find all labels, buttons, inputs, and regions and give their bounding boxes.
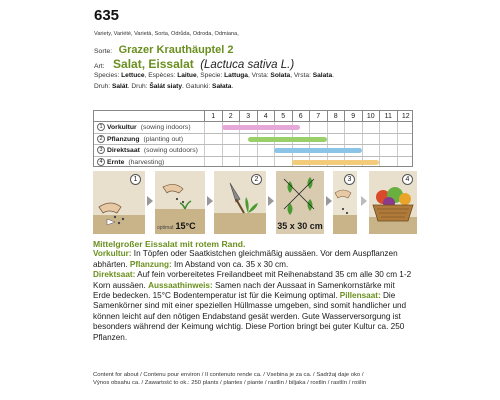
sowing-calendar xyxy=(93,110,413,167)
step-number: 3 xyxy=(97,146,105,154)
calendar-period-bar xyxy=(222,125,301,130)
growing-instructions xyxy=(93,239,413,343)
species-label-de: Art: xyxy=(94,63,105,70)
species-latin-name: (Lactuca sativa L.) xyxy=(200,59,295,71)
calendar-month-5: 5 xyxy=(274,111,292,122)
calendar-month-9: 9 xyxy=(344,111,362,122)
step-number: 2 xyxy=(97,135,105,143)
arrow-right-icon xyxy=(268,196,274,206)
calendar-row-label: 1 Vorkultur (sowing indoors) xyxy=(97,122,191,134)
calendar-period-bar xyxy=(248,137,327,142)
calendar-month-4: 4 xyxy=(257,111,275,122)
calendar-period-bar xyxy=(274,148,362,153)
arrow-right-icon xyxy=(147,196,153,206)
calendar-row-ernte xyxy=(94,157,412,169)
calendar-row-label: 3 Direktsaat (sowing outdoors) xyxy=(97,145,198,157)
step-number: 4 xyxy=(97,158,105,166)
calendar-month-6: 6 xyxy=(292,111,310,122)
step-badge-3: 3 xyxy=(344,174,355,185)
species-name: Salat, Eissalat xyxy=(113,57,194,71)
description-title: Mittelgroßer Eissalat mit rotem Rand. xyxy=(93,239,246,249)
arrow-right-icon xyxy=(326,196,332,206)
picto-sowing-indoors xyxy=(93,171,145,234)
calendar-month-10: 10 xyxy=(362,111,380,122)
species-line xyxy=(94,55,294,73)
content-note-line-2: Výnos obsahu ca. / Zawartość to ok.: 250 plants / plantes / piante / rastlin / biljaka / rostlin / rastlín / roślin xyxy=(93,380,367,386)
description-body: Vorkultur: In Töpfen oder Saatkistchen gleichmäßig aussäen. Vor dem Auspflanzen abhärten. Pflanzung: Im Abstand von ca. 35 x 30 cm. Direktsaat: Auf fein vorbereitetes Freilandbeet mit Reihenabstand 35 cm alle 30 cm 1-2 Korn aussäen. Aussaathinweis: Samen nach der Aussaat in Samenkornstärke mit Erde bedecken. 15°C Bodentemperatur ist für die Keimung optimal. Pillensaat: Die Samenkörner sind mit einer speziellen Hüllmasse umgeben, sind somit handlicher und können leicht auf den nötigen Endabstand gesät werden. Gute Wasserversorgung ist besonders während der Keimung wichtig. Diese Portion bringt bei guter Kultur ca. 250 Pflanzen. xyxy=(93,249,412,342)
species-translations: Species: Lettuce, Espèces: Laitue, Specie: Lattuga, Vrsta: Solata, Vrsta: Salata. xyxy=(94,72,334,79)
arrow-right-icon xyxy=(361,196,367,206)
calendar-month-3: 3 xyxy=(239,111,257,122)
calendar-period-bar xyxy=(292,160,380,165)
calendar-month-2: 2 xyxy=(222,111,240,122)
calendar-row-pflanzung xyxy=(94,134,412,146)
plant-spacing-value: 35 x 30 cm xyxy=(277,221,323,231)
variety-label: Variety, Variété, Varietà, Sorta, Odrůda, Odroda, Odmiana, xyxy=(94,31,239,37)
content-note-line-1: Content for about / Contenu pour environ / Il contenuto rende ca. / Vsebina je za ca. / Sadržaj daje oko / xyxy=(93,372,364,378)
calendar-month-header xyxy=(94,111,412,122)
optimal-temperature: optimal:15°C xyxy=(157,221,196,231)
picto-harvesting xyxy=(369,171,417,234)
calendar-month-1: 1 xyxy=(204,111,222,122)
product-code: 635 xyxy=(94,7,120,24)
calendar-month-7: 7 xyxy=(309,111,327,122)
picto-plant-spacing xyxy=(276,171,324,234)
calendar-month-11: 11 xyxy=(379,111,397,122)
calendar-row-direktsaat xyxy=(94,145,412,157)
calendar-month-12: 12 xyxy=(397,111,415,122)
species-translations-2: Druh: Salát. Druh: Šalát siaty. Gatunki: Sałata. xyxy=(94,83,234,90)
variety-name: Grazer Krauthäuptel 2 xyxy=(118,44,234,56)
step-badge-4: 4 xyxy=(402,174,413,185)
calendar-month-8: 8 xyxy=(327,111,345,122)
arrow-right-icon xyxy=(207,196,213,206)
instruction-pictograms xyxy=(93,171,411,234)
step-badge-1: 1 xyxy=(130,174,141,185)
calendar-row-label: 2 Pflanzung (planting out) xyxy=(97,134,183,146)
picto-planting-out xyxy=(214,171,266,234)
step-number: 1 xyxy=(97,123,105,131)
step-badge-2: 2 xyxy=(251,174,262,185)
calendar-row-label: 4 Ernte (harvesting) xyxy=(97,157,164,169)
picto-soil-temperature xyxy=(155,171,205,234)
variety-label-de: Sorte: xyxy=(94,48,113,55)
calendar-row-vorkultur xyxy=(94,122,412,134)
